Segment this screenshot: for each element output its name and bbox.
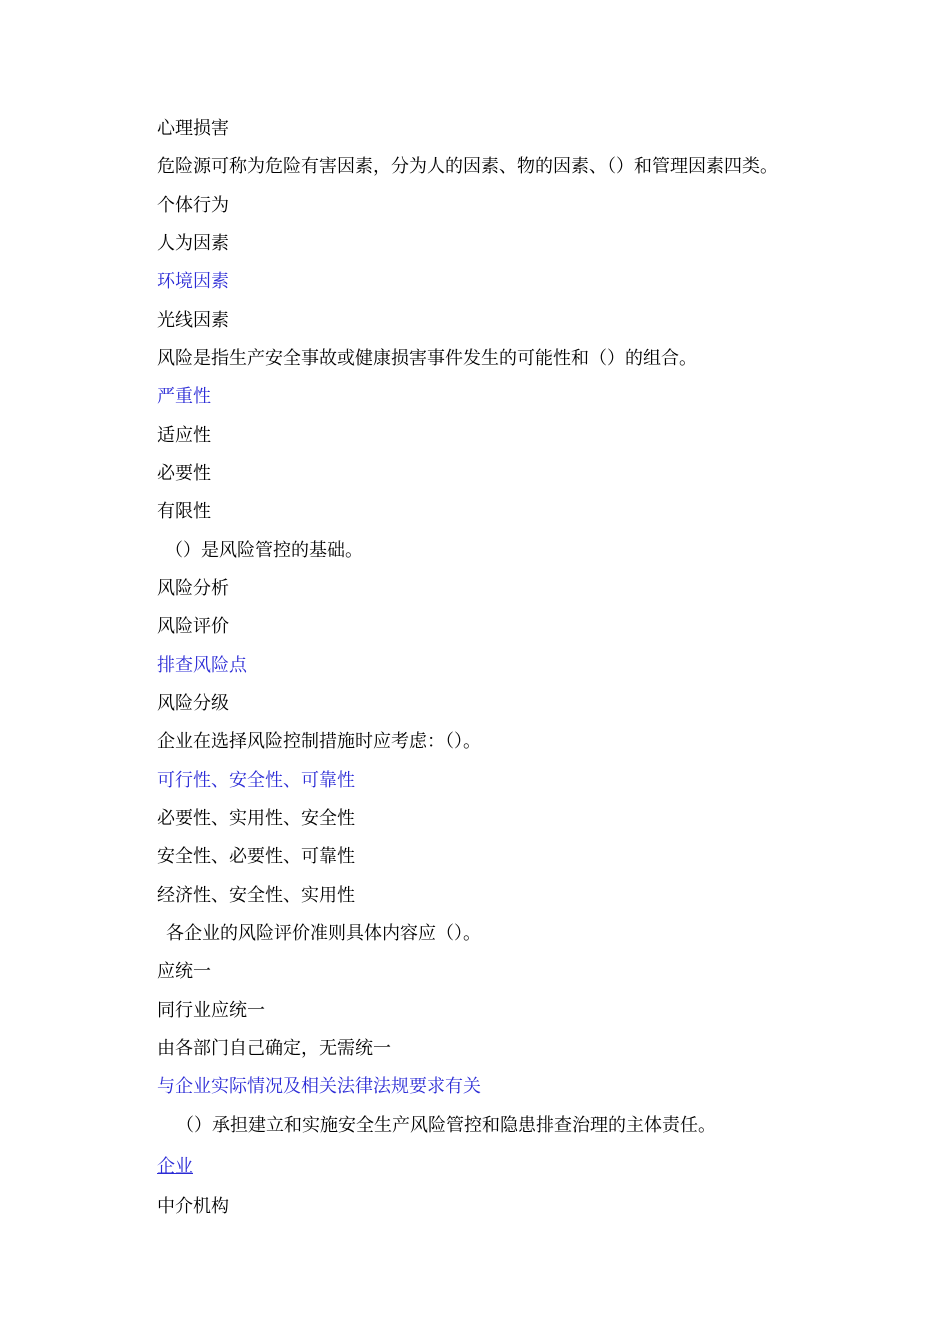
question-text: 各企业的风险评价准则具体内容应（）。 [166, 923, 481, 944]
answer-option-text: 排查风险点 [157, 655, 247, 676]
option-text: 必要性 [157, 463, 211, 484]
option-text: 风险分析 [157, 578, 229, 599]
option-text: 安全性、必要性、可靠性 [157, 846, 355, 867]
answer-option-text: 企业 [157, 1156, 193, 1177]
option-text: 风险分级 [157, 693, 229, 714]
question-text: （）承担建立和实施安全生产风险管控和隐患排查治理的主体责任。 [176, 1115, 716, 1136]
option-text: 应统一 [157, 961, 211, 982]
option-text: 经济性、安全性、实用性 [157, 885, 355, 906]
option-text: 光线因素 [157, 310, 229, 331]
answer-option-text: 与企业实际情况及相关法律法规要求有关 [157, 1076, 481, 1097]
option-text: 必要性、实用性、安全性 [157, 808, 355, 829]
question-text: （）是风险管控的基础。 [165, 540, 363, 561]
question-text: 企业在选择风险控制措施时应考虑：（）。 [157, 731, 481, 752]
answer-option-text: 严重性 [157, 386, 211, 407]
text-line: 心理损害 [157, 118, 229, 139]
answer-option-text: 可行性、安全性、可靠性 [157, 770, 355, 791]
option-text: 由各部门自己确定，无需统一 [157, 1038, 391, 1059]
option-text: 个体行为 [157, 195, 229, 216]
option-text: 适应性 [157, 425, 211, 446]
option-text: 有限性 [157, 501, 211, 522]
option-text: 同行业应统一 [157, 1000, 265, 1021]
answer-option-text: 环境因素 [157, 271, 229, 292]
question-text: 危险源可称为危险有害因素，分为人的因素、物的因素、（）和管理因素四类。 [157, 156, 778, 177]
option-text: 中介机构 [157, 1196, 229, 1217]
question-text: 风险是指生产安全事故或健康损害事件发生的可能性和（）的组合。 [157, 348, 697, 369]
option-text: 人为因素 [157, 233, 229, 254]
option-text: 风险评价 [157, 616, 229, 637]
